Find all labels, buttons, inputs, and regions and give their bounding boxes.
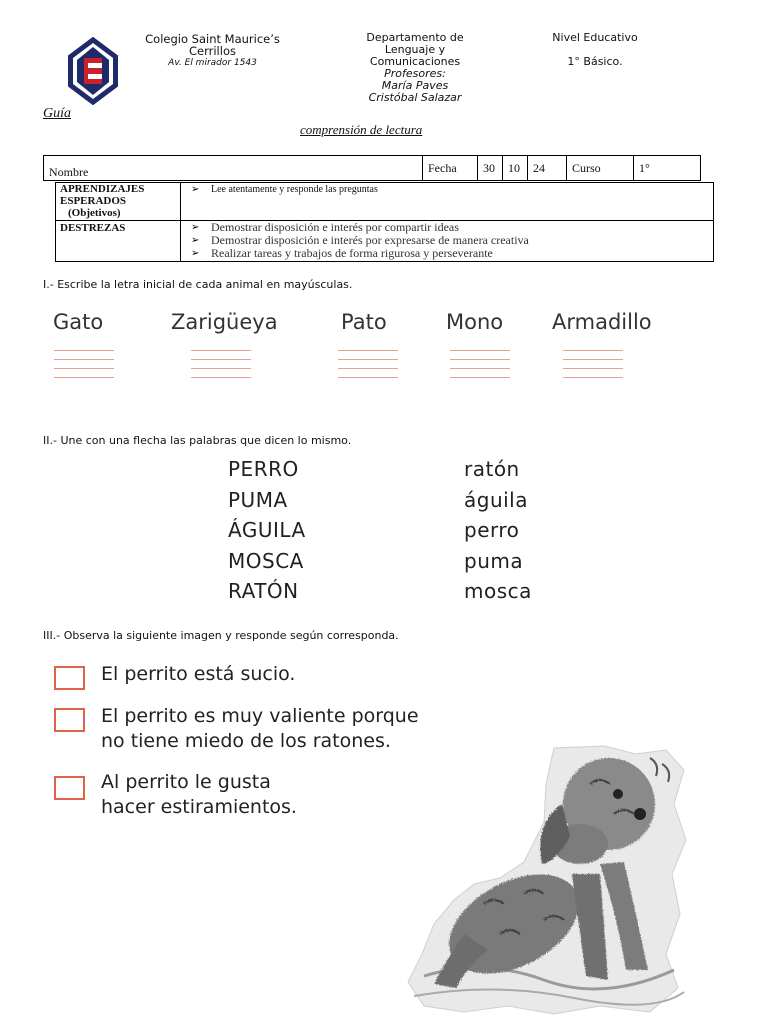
guide-title: comprensión de lectura <box>300 122 423 137</box>
answer-checkbox[interactable] <box>54 776 85 800</box>
teachers-label: Profesores: <box>384 67 446 80</box>
animal-word: Gato <box>53 310 104 334</box>
dog-illustration <box>404 744 692 1016</box>
level-label: Nivel Educativo <box>552 31 638 44</box>
answer-checkbox[interactable] <box>54 708 85 732</box>
right-word[interactable]: puma <box>464 548 524 573</box>
animal-word: Zarigüeya <box>171 310 278 334</box>
left-word[interactable]: RATÓN <box>228 579 299 604</box>
destrezas-list <box>185 221 709 260</box>
left-word[interactable]: PUMA <box>228 487 288 512</box>
right-word-column <box>464 454 532 607</box>
section2-instruction: II.- Une con una flecha las palabras que dicen lo mismo. <box>43 434 352 447</box>
date-day[interactable]: 30 <box>478 156 503 181</box>
option-3-line1: Al perrito le gusta <box>101 771 271 793</box>
date-month[interactable]: 10 <box>503 156 528 181</box>
name-field[interactable] <box>44 156 423 181</box>
destrezas-item: ➢ Realizar tareas y trabajos de forma rigurosa y perseverante <box>211 247 709 260</box>
guide-label: Guía <box>43 106 71 121</box>
animal-word: Pato <box>341 310 387 334</box>
destrezas-item: ➢ Demostrar disposición e interés por expresarse de manera creativa <box>211 234 709 247</box>
aprendizajes-label: APRENDIZAJES <box>60 183 145 195</box>
teacher-1: María Paves <box>381 79 449 92</box>
animal-word: Armadillo <box>552 310 652 334</box>
course-label: Curso <box>567 156 634 181</box>
writing-lines[interactable] <box>563 350 623 384</box>
writing-lines[interactable] <box>191 350 251 384</box>
school-city: Cerrillos <box>189 44 236 58</box>
name-label: Nombre <box>49 165 89 179</box>
date-label: Fecha <box>423 156 478 181</box>
answer-checkbox[interactable] <box>54 666 85 690</box>
right-word[interactable]: ratón <box>464 457 520 481</box>
animal-word: Mono <box>446 310 504 334</box>
objectives-table <box>55 182 714 262</box>
left-word[interactable]: ÁGUILA <box>228 518 306 543</box>
school-name: Colegio Saint Maurice’s <box>145 32 280 46</box>
writing-lines[interactable] <box>338 350 398 384</box>
right-word[interactable]: perro <box>464 518 520 543</box>
option-1-text: El perrito está sucio. <box>101 663 296 685</box>
date-year[interactable]: 24 <box>528 156 567 181</box>
school-address: Av. El mirador 1543 <box>168 58 257 68</box>
option-3-line2: hacer estiramientos. <box>101 796 297 818</box>
right-word[interactable]: águila <box>464 487 528 512</box>
school-crest-logo <box>66 36 120 106</box>
writing-lines[interactable] <box>54 350 114 384</box>
right-word[interactable]: mosca <box>464 579 532 604</box>
aprendizajes-item: ➢ Lee atentamente y responde las preguntas <box>211 183 709 196</box>
aprendizajes-list <box>185 183 709 196</box>
course-value[interactable]: 1° <box>634 156 701 181</box>
level-value: 1° Básico. <box>567 55 623 68</box>
department-line3: Comunicaciones <box>369 55 461 68</box>
department-line1: Departamento de <box>366 31 464 44</box>
option-2 <box>101 704 419 754</box>
left-word[interactable]: PERRO <box>228 457 299 481</box>
option-1 <box>101 662 295 687</box>
department-line2: Lenguaje y <box>384 43 446 56</box>
destrezas-label: DESTREZAS <box>60 222 126 234</box>
section3-instruction: III.- Observa la siguiente imagen y responde según corresponda. <box>43 629 399 642</box>
left-word[interactable]: MOSCA <box>228 548 304 573</box>
section1-instruction: I.- Escribe la letra inicial de cada animal en mayúsculas. <box>43 278 353 291</box>
option-3 <box>101 770 297 820</box>
student-info-table <box>43 155 701 181</box>
teacher-2: Cristóbal Salazar <box>368 91 462 104</box>
destrezas-item: ➢ Demostrar disposición e interés por compartir ideas <box>211 221 709 234</box>
left-word-column <box>228 454 306 607</box>
option-2-line2: no tiene miedo de los ratones. <box>101 730 391 752</box>
objetivos-label: (Objetivos) <box>68 207 121 219</box>
writing-lines[interactable] <box>450 350 510 384</box>
esperados-label: ESPERADOS <box>60 195 127 207</box>
option-2-line1: El perrito es muy valiente porque <box>101 705 419 727</box>
